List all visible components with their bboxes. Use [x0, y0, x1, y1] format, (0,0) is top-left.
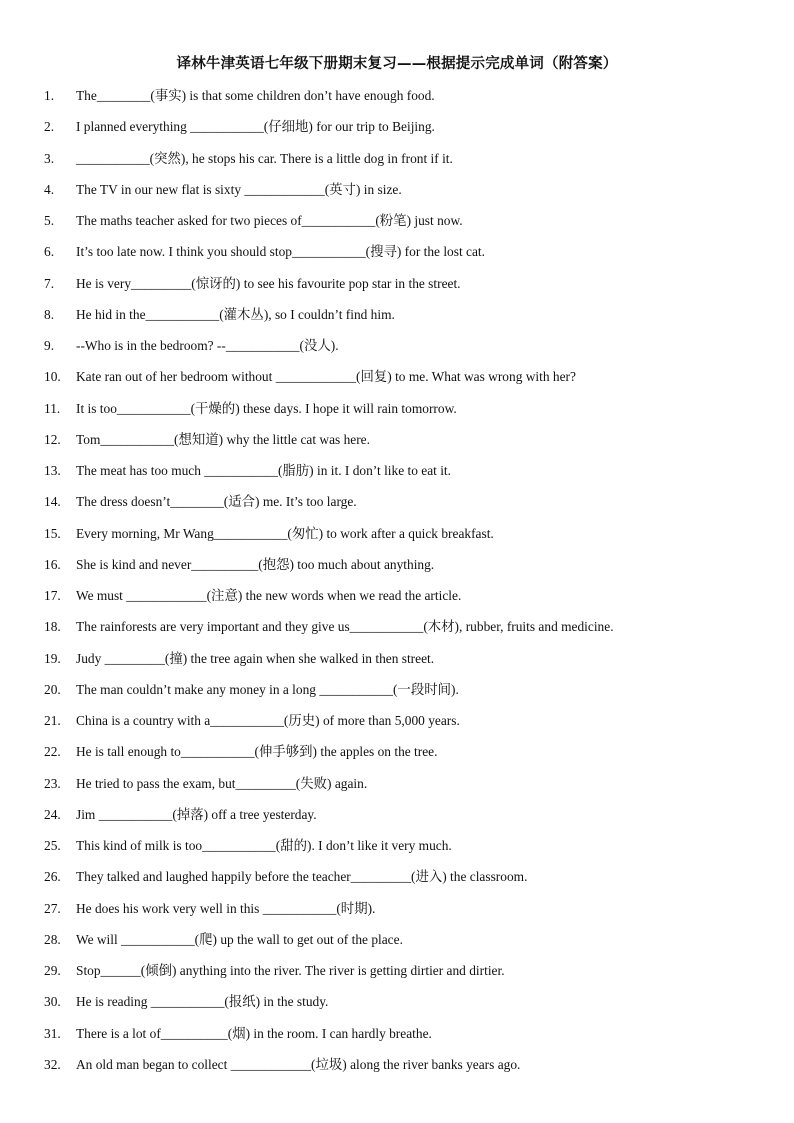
- item-text: The meat has too much ___________(脂肪) in it. I don’t like to eat it.: [76, 463, 451, 478]
- item-text: An old man began to collect ____________(垃圾) along the river banks years ago.: [76, 1056, 521, 1072]
- list-item: [44, 1055, 764, 1086]
- list-item: [44, 524, 764, 555]
- list-item: [44, 680, 764, 711]
- item-number: 3.: [44, 150, 55, 166]
- item-text: I planned everything ___________(仔细地) for our trip to Beijing.: [76, 119, 435, 135]
- list-item: [44, 399, 764, 430]
- item-number: 31.: [44, 1025, 61, 1041]
- item-text: We must ____________(注意) the new words when we read the article.: [76, 588, 462, 603]
- item-number: 2.: [44, 119, 55, 135]
- item-text: He is reading ___________(报纸) in the study.: [76, 994, 329, 1010]
- item-number: 17.: [44, 588, 61, 603]
- item-number: 15.: [44, 525, 61, 541]
- list-item: [44, 774, 764, 805]
- item-text: Tom___________(想知道) why the little cat was here.: [76, 431, 370, 447]
- item-text: He does his work very well in this ___________(时期).: [76, 900, 376, 916]
- list-item: [44, 149, 764, 180]
- item-number: 24.: [44, 806, 61, 822]
- item-number: 8.: [44, 306, 55, 322]
- item-number: 26.: [44, 869, 61, 885]
- list-item: [44, 274, 764, 305]
- item-number: 6.: [44, 244, 55, 260]
- item-text: China is a country with a___________(历史) of more than 5,000 years.: [76, 713, 460, 728]
- list-item: [44, 1024, 764, 1055]
- list-item: [44, 586, 764, 617]
- list-item: [44, 336, 764, 367]
- item-number: 9.: [44, 338, 55, 353]
- item-number: 12.: [44, 431, 61, 447]
- item-text: The rainforests are very important and they give us___________(木材), rubber, fruits and medicine.: [76, 619, 614, 635]
- list-item: [44, 461, 764, 492]
- item-text: --Who is in the bedroom? --___________(没人).: [76, 338, 339, 353]
- item-text: Stop______(倾倒) anything into the river. The river is getting dirtier and dirtier.: [76, 963, 505, 978]
- item-number: 22.: [44, 744, 61, 760]
- item-number: 11.: [44, 400, 61, 416]
- item-number: 23.: [44, 775, 61, 791]
- list-item: [44, 492, 764, 523]
- item-number: 27.: [44, 900, 61, 916]
- list-item: [44, 992, 764, 1023]
- list-item: [44, 711, 764, 742]
- item-text: He hid in the___________(灌木丛), so I couldn’t find him.: [76, 306, 395, 322]
- item-number: 4.: [44, 181, 55, 197]
- list-item: [44, 649, 764, 680]
- item-number: 25.: [44, 838, 61, 853]
- item-text: ___________(突然), he stops his car. There is a little dog in front if it.: [76, 150, 453, 166]
- item-number: 10.: [44, 369, 61, 385]
- item-text: Kate ran out of her bedroom without ____________(回复) to me. What was wrong with her?: [76, 369, 576, 385]
- item-text: They talked and laughed happily before the teacher_________(进入) the classroom.: [76, 869, 528, 885]
- item-number: 29.: [44, 963, 61, 978]
- item-number: 19.: [44, 650, 61, 666]
- item-text: There is a lot of__________(烟) in the room. I can hardly breathe.: [76, 1025, 432, 1041]
- list-item: [44, 961, 764, 992]
- list-item: [44, 367, 764, 398]
- item-text: He tried to pass the exam, but_________(失败) again.: [76, 775, 368, 791]
- item-text: Jim ___________(掉落) off a tree yesterday.: [76, 806, 317, 822]
- list-item: [44, 305, 764, 336]
- page-title: 译林牛津英语七年级下册期末复习——根据提示完成单词（附答案）: [176, 56, 618, 72]
- item-text: It’s too late now. I think you should stop___________(搜寻) for the lost cat.: [76, 244, 485, 260]
- item-text: Judy _________(撞) the tree again when she walked in then street.: [76, 650, 435, 666]
- list-item: [44, 211, 764, 242]
- item-text: This kind of milk is too___________(甜的). I don’t like it very much.: [76, 838, 452, 853]
- item-number: 16.: [44, 556, 61, 572]
- item-text: He is very_________(惊讶的) to see his favourite pop star in the street.: [76, 275, 461, 291]
- item-text: We will ___________(爬) up the wall to get out of the place.: [76, 931, 403, 947]
- item-number: 21.: [44, 713, 61, 728]
- exercise-list: [44, 86, 764, 1086]
- item-text: The________(事实) is that some children don’t have enough food.: [76, 88, 435, 103]
- list-item: [44, 555, 764, 586]
- item-number: 32.: [44, 1056, 61, 1072]
- list-item: [44, 742, 764, 773]
- list-item: [44, 867, 764, 898]
- item-text: He is tall enough to___________(伸手够到) the apples on the tree.: [76, 744, 438, 760]
- item-number: 7.: [44, 275, 55, 291]
- list-item: [44, 930, 764, 961]
- item-number: 1.: [44, 88, 55, 103]
- list-item: [44, 242, 764, 273]
- list-item: [44, 430, 764, 461]
- item-number: 13.: [44, 463, 61, 478]
- item-number: 28.: [44, 931, 61, 947]
- item-text: The maths teacher asked for two pieces of___________(粉笔) just now.: [76, 213, 463, 228]
- item-text: The man couldn’t make any money in a long ___________(一段时间).: [76, 681, 459, 697]
- item-number: 18.: [44, 619, 61, 635]
- item-text: The dress doesn’t________(适合) me. It’s too large.: [76, 494, 357, 510]
- list-item: [44, 899, 764, 930]
- item-number: 20.: [44, 681, 61, 697]
- item-number: 14.: [44, 494, 61, 510]
- list-item: [44, 117, 764, 148]
- item-text: She is kind and never__________(抱怨) too much about anything.: [76, 556, 435, 572]
- item-text: The TV in our new flat is sixty ____________(英寸) in size.: [76, 181, 402, 197]
- item-text: Every morning, Mr Wang___________(匆忙) to work after a quick breakfast.: [76, 525, 494, 541]
- list-item: [44, 180, 764, 211]
- item-number: 30.: [44, 994, 61, 1010]
- list-item: [44, 836, 764, 867]
- list-item: [44, 805, 764, 836]
- item-text: It is too___________(干燥的) these days. I hope it will rain tomorrow.: [76, 400, 457, 416]
- item-number: 5.: [44, 213, 55, 228]
- list-item: [44, 86, 764, 117]
- list-item: [44, 617, 764, 648]
